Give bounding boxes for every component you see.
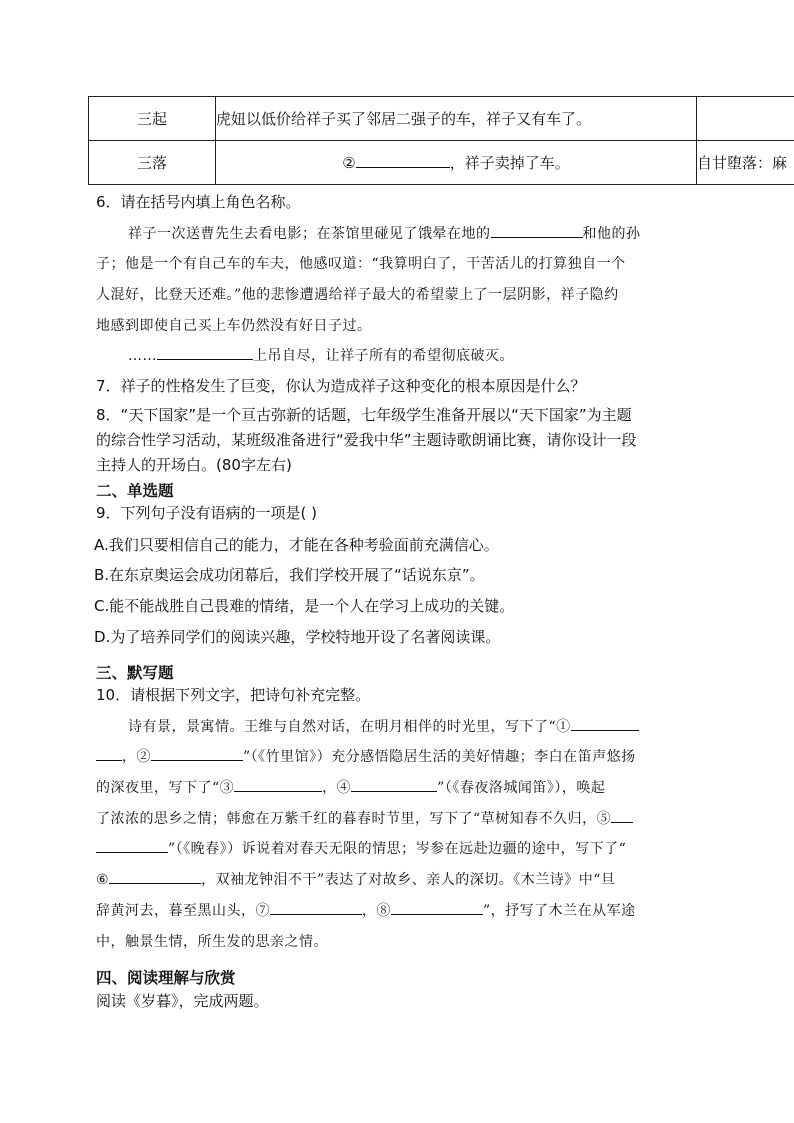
reading-intro: 阅读《岁暮》，完成两题。 <box>96 992 269 1010</box>
answer-blank[interactable] <box>391 900 483 915</box>
q9-option[interactable]: D.为了培养同学们的阅读兴趣，学校特地开设了名著阅读课。 <box>94 628 501 646</box>
q10-line: ⑥ ，双袖龙钟泪不干”表达了对故乡、亲人的深切。《木兰诗》中“旦 <box>96 869 615 889</box>
q8-line: 8．“天下国家”是一个亘古弥新的话题，七年级学生准备开展以“天下国家”为主题 <box>96 406 632 424</box>
table-row <box>89 97 794 141</box>
note-cell <box>697 97 794 141</box>
q9-option[interactable]: C.能不能战胜自己畏难的情绪，是一个人在学习上成功的关键。 <box>94 597 515 615</box>
table-row <box>89 141 794 185</box>
q9-option[interactable]: B.在东京奥运会成功闭幕后，我们学校开展了“话说东京”。 <box>94 566 485 584</box>
section-title: 二、单选题 <box>96 482 174 500</box>
answer-blank[interactable] <box>96 838 168 853</box>
q10-line: 辞黄河去，暮至黑山头，⑦ ，⑧ ”，抒写了木兰在从军途 <box>96 900 636 920</box>
q6-line: 祥子一次送曹先生去看电影；在茶馆里碰见了饿晕在地的 和他的孙 <box>128 223 641 243</box>
q10-line: 的深夜里，写下了“③ ，④ ”（《春夜洛城闻笛》），唤起 <box>96 777 605 797</box>
q6-line: 子；他是一个有自己车的车夫，他感叹道：“我算明白了，干苦活儿的打算独自一个 <box>96 256 626 272</box>
event-cell: 虎妞以低价给祥子买了邻居二强子的车，祥子又有车了。 <box>216 97 697 141</box>
answer-blank[interactable] <box>157 345 253 360</box>
answer-blank[interactable] <box>356 153 450 168</box>
event-cell <box>216 141 697 185</box>
q10-stem: 10．请根据下列文字，把诗句补充完整。 <box>96 686 371 704</box>
q8-line: 主持人的开场白。(80字左右) <box>96 456 292 474</box>
q10-line: 中，触景生情，所生发的思亲之情。 <box>96 934 328 950</box>
answer-blank[interactable] <box>234 777 322 792</box>
event-suffix: ，祥子卖掉了车。 <box>449 154 570 172</box>
section-title: 四、阅读理解与欣赏 <box>96 969 236 987</box>
q8-line: 的综合性学习活动，某班级准备进行“爱我中华”主题诗歌朗诵比赛，请你设计一段 <box>96 431 637 449</box>
note-cell: 自甘堕落：麻 <box>697 141 794 185</box>
q10-line: ”（《晚春》）诉说着对春天无限的情思；岑参在远赴边疆的途中，写下了“ <box>96 838 626 858</box>
q10-line: 了浓浓的思乡之情；韩愈在万紫千红的暮春时节里，写下了“草树知春不久归，⑤ <box>96 808 633 828</box>
answer-blank[interactable] <box>571 716 639 731</box>
blank-number: ② <box>342 154 356 172</box>
q9-option[interactable]: A.我们只要相信自己的能力，才能在各种考验面前充满信心。 <box>94 536 499 554</box>
q7-text: 7．祥子的性格发生了巨变，你认为造成祥子这种变化的根本原因是什么？ <box>96 377 586 395</box>
q10-line: ，② ”（《竹里馆》）充分感悟隐居生活的美好情趣；李白在笛声悠扬 <box>96 746 636 766</box>
q6-line: 人混好，比登天还难。”他的悲惨遭遇给祥子最大的希望蒙上了一层阴影，祥子隐约 <box>96 287 619 303</box>
q10-line: 诗有景，景寓情。王维与自然对话，在明月相伴的时光里，写下了“① <box>128 716 639 736</box>
answer-blank[interactable] <box>270 900 362 915</box>
answer-blank[interactable] <box>151 746 243 761</box>
answer-blank[interactable] <box>351 777 437 792</box>
section-title: 三、默写题 <box>96 664 174 682</box>
q6-line: 地感到即使自己买上车仍然没有好日子过。 <box>96 318 372 334</box>
answer-blank[interactable] <box>611 808 633 823</box>
q6-line: …… 上吊自尽，让祥子所有的希望彻底破灭。 <box>128 345 514 365</box>
stage-cell: 三落 <box>89 141 216 185</box>
q6-title: 6．请在括号内填上角色名称。 <box>96 193 301 211</box>
answer-blank[interactable] <box>491 223 583 238</box>
plot-table <box>88 96 794 185</box>
stage-cell: 三起 <box>89 97 216 141</box>
answer-blank[interactable] <box>96 746 122 761</box>
q9-stem: 9．下列句子没有语病的一项是( ) <box>96 504 318 522</box>
answer-blank[interactable] <box>109 869 201 884</box>
